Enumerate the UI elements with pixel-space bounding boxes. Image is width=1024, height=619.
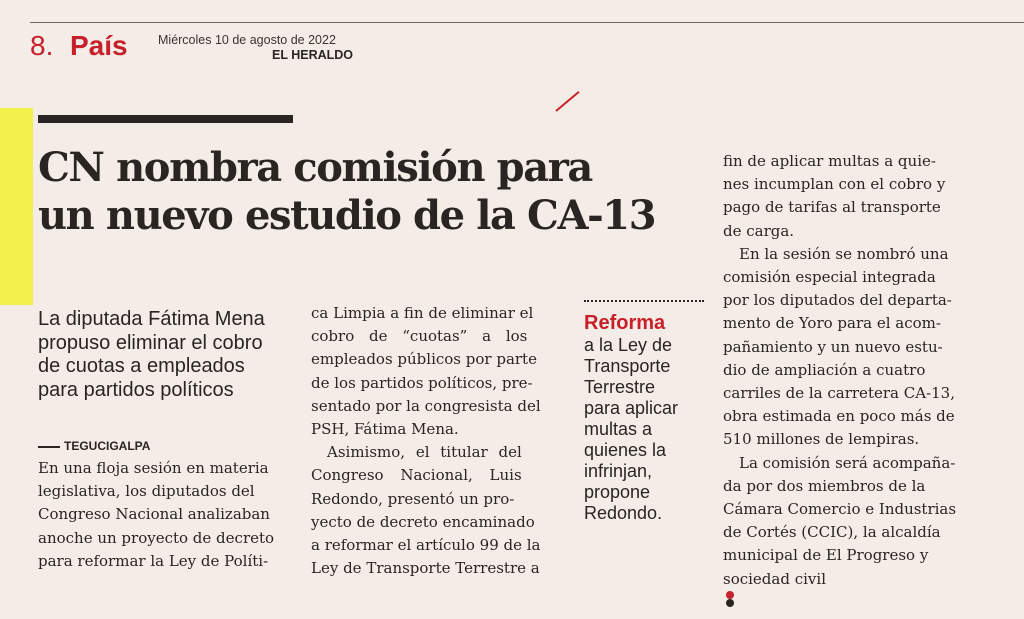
pullquote-line: multas a (584, 419, 653, 439)
body-line: Cámara Comercio e Industrias (723, 500, 957, 519)
headline-bar (38, 115, 293, 123)
body-line: de Cortés (CCIC), la alcaldía (723, 523, 941, 542)
headline-line: un nuevo estudio de la CA-13 (38, 192, 656, 239)
pullquote-line: a la Ley de (584, 335, 673, 355)
pullquote-line: para aplicar (584, 398, 679, 418)
body-line: por los diputados del departa- (723, 291, 952, 310)
body-line: legislativa, los diputados del (38, 482, 255, 501)
body-line: En una floja sesión en materia (38, 459, 269, 477)
body-line: nes incumplan con el cobro y (723, 175, 946, 194)
body-line (723, 568, 985, 607)
pullquote-line: infrinjan, (584, 461, 653, 481)
body-line: a reformar el artículo 99 de la (311, 536, 541, 555)
body-line: Redondo, presentó un pro- (311, 489, 515, 508)
body-line: mento de Yoro para el acom- (723, 314, 941, 333)
page-number: 8. (30, 30, 54, 61)
closing-text: sociedad civil (723, 569, 826, 588)
body-line: Asimismo, el titular del (327, 443, 522, 462)
lede-line: propuso eliminar el cobro (38, 331, 263, 354)
dateline-city: TEGUCIGALPA (64, 439, 151, 453)
body-line: yecto de decreto encaminado (311, 512, 535, 531)
lede-line: La diputada Fátima Mena (38, 308, 265, 330)
body-column-3 (723, 150, 985, 607)
pullquote-rule (584, 300, 704, 302)
body-line: empleados públicos por parte (311, 350, 537, 369)
body-line: da por dos miembros de la (723, 476, 926, 495)
lede (38, 308, 298, 402)
pullquote-line: propone (584, 482, 651, 502)
body-line: Congreso Nacional, Luis (311, 466, 522, 485)
body-line: dio de ampliación a cuatro (723, 360, 926, 379)
section-name: País (70, 30, 128, 61)
pullquote-line: Redondo. (584, 503, 663, 523)
pullquote-line: quienes la (584, 440, 667, 460)
body-line: anoche un proyecto de decreto (38, 528, 275, 547)
end-mark-red (726, 591, 734, 599)
top-rule (30, 22, 1024, 23)
pullquote-head: Reforma (584, 312, 666, 334)
end-mark-dark (726, 599, 734, 607)
pullquote-line: Transporte (584, 356, 671, 376)
body-line: 510 millones de lempiras. (723, 430, 920, 449)
headline (38, 144, 708, 240)
body-line: municipal de El Progreso y (723, 546, 929, 565)
newspaper-name: EL HERALDO (272, 48, 354, 62)
body-line: obra estimada en poco más de (723, 407, 955, 426)
body-line: sentado por la congresista del (311, 396, 541, 415)
body-line: comisión especial integrada (723, 268, 936, 287)
dateline-dash (38, 446, 60, 448)
body-line: pañamiento y un nuevo estu- (723, 337, 943, 356)
body-line: ca Limpia a fin de eliminar el (311, 304, 534, 322)
body-line: La comisión será acompaña- (739, 453, 956, 472)
pullquote-body (584, 335, 709, 524)
body-column-1 (38, 457, 298, 573)
body-line: cobro de “cuotas” a los (311, 327, 528, 346)
body-line: para reformar la Ley de Políti- (38, 551, 269, 570)
body-line: de carga. (723, 221, 795, 240)
body-line: de los partidos políticos, pre- (311, 373, 533, 392)
body-line: pago de tarifas al transporte (723, 198, 941, 217)
body-line: fin de aplicar multas a quie- (723, 152, 936, 170)
body-line: Ley de Transporte Terrestre a (311, 559, 540, 578)
body-line: PSH, Fátima Mena. (311, 420, 459, 439)
headline-line: CN nombra comisión para (38, 144, 592, 191)
lede-line: para partidos políticos (38, 378, 234, 401)
dateline (38, 439, 150, 453)
lede-line: de cuotas a empleados (38, 355, 245, 377)
highlighter-mark (0, 108, 33, 305)
body-line: Congreso Nacional analizaban (38, 505, 270, 524)
pullquote-line: Terrestre (584, 377, 656, 397)
body-column-2 (311, 302, 573, 580)
body-line: En la sesión se nombró una (739, 244, 949, 263)
pen-mark (555, 91, 579, 112)
body-line: carriles de la carretera CA-13, (723, 384, 955, 403)
issue-date: Miércoles 10 de agosto de 2022 (158, 33, 336, 47)
